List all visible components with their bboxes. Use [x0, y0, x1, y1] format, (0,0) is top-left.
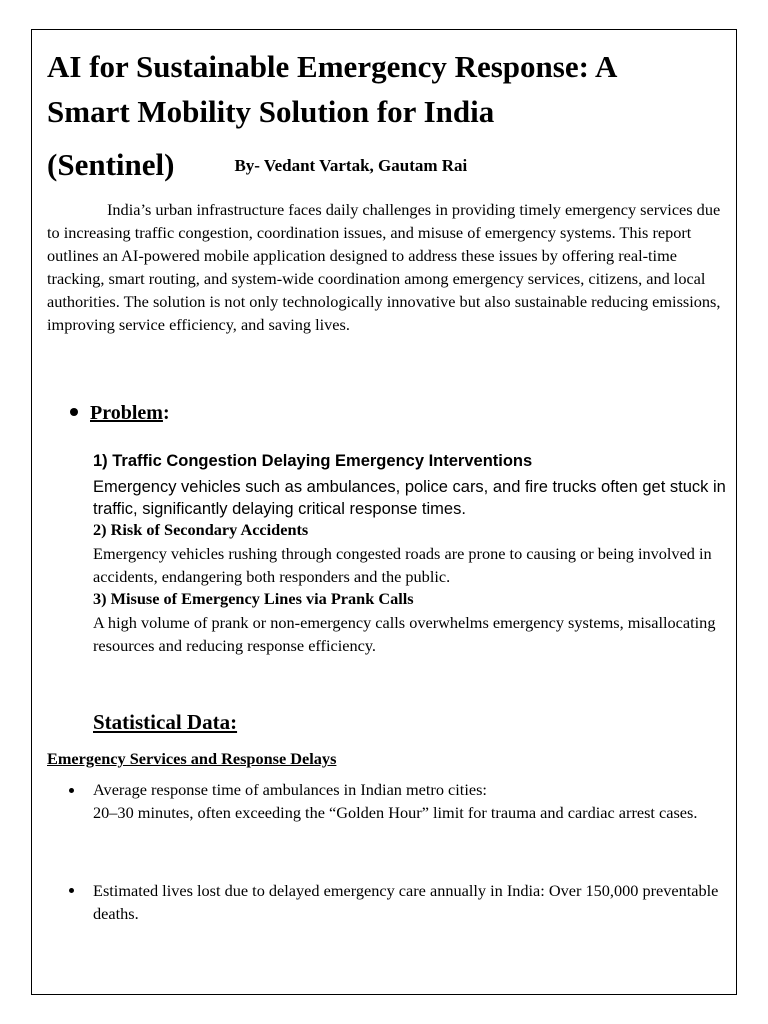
- title-line-3-row: [47, 142, 727, 188]
- emergency-services-subheading: Emergency Services and Response Delays: [47, 749, 337, 768]
- problem-1-title: 1) Traffic Congestion Delaying Emergency Interventions: [93, 452, 533, 470]
- problem-heading-colon: :: [162, 402, 170, 424]
- document-title: [47, 44, 727, 188]
- title-line-3: (Sentinel): [47, 147, 175, 182]
- statistical-data-heading: Statistical Data:: [93, 710, 238, 734]
- problem-3-title: 3) Misuse of Emergency Lines via Prank Calls: [93, 589, 414, 608]
- stat-item-1: [93, 778, 733, 824]
- stat-item-2-line1: Estimated lives lost due to delayed emergency care annually in India: Over 150,000 preventable deaths.: [93, 881, 719, 923]
- stat-item-2: [93, 879, 733, 925]
- bullet-icon: [70, 408, 78, 416]
- bullet-icon: [69, 788, 74, 793]
- bullet-icon: [69, 888, 74, 893]
- intro-paragraph: India’s urban infrastructure faces daily challenges in providing timely emergency services due to increasing traffic congestion, coordination issues, and misuse of emergency systems. This report outlines an AI-powered mobile application designed to address these issues by offering real-time tracking, smart routing, and system-wide coordination among emergency services, citizens, and local authorities. The solution is not only technologically innovative but also sustainable reducing emissions, improving service efficiency, and saving lives.: [47, 200, 721, 334]
- problem-heading: [70, 402, 170, 425]
- problem-heading-label: Problem: [90, 402, 163, 424]
- title-line-1: AI for Sustainable Emergency Response: A: [47, 49, 618, 84]
- title-line-2: Smart Mobility Solution for India: [47, 94, 495, 129]
- problem-3-body: A high volume of prank or non-emergency calls overwhelms emergency systems, misallocating resources and reducing response efficiency.: [93, 613, 716, 655]
- stat-item-1-line2: 20–30 minutes, often exceeding the “Golden Hour” limit for trauma and cardiac arrest cases.: [93, 803, 698, 822]
- problem-1-body: Emergency vehicles such as ambulances, police cars, and fire trucks often get stuck in traffic, significantly delaying critical response times.: [93, 478, 726, 518]
- problem-2-title: 2) Risk of Secondary Accidents: [93, 520, 309, 539]
- problem-2-body: Emergency vehicles rushing through congested roads are prone to causing or being involved in accidents, endangering both responders and the public.: [93, 544, 712, 586]
- author-byline: By- Vedant Vartak, Gautam Rai: [234, 156, 468, 175]
- stat-item-1-line1: Average response time of ambulances in Indian metro cities:: [93, 780, 487, 799]
